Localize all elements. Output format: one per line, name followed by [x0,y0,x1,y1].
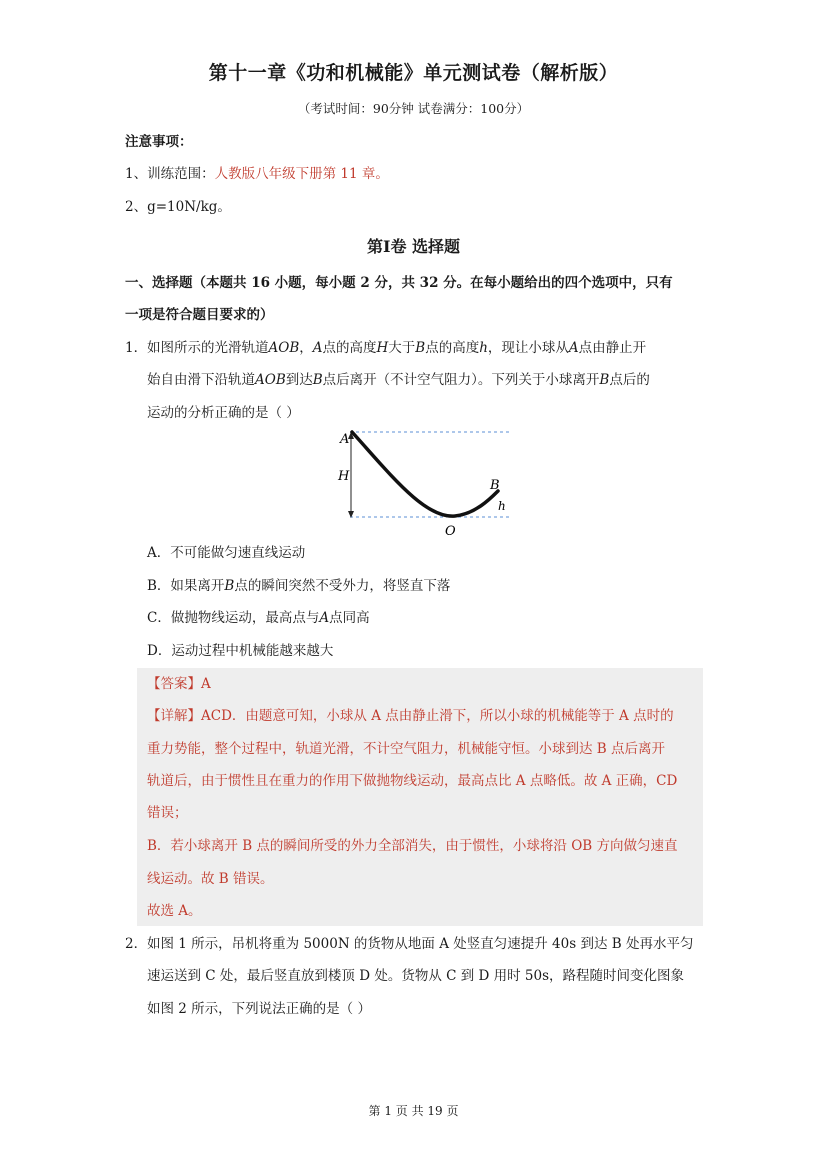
notes-item-1 [125,164,389,184]
part1-heading-line1: 一、选择题（本题共 16 小题，每小题 2 分，共 32 分。在每小题给出的四个选项中，只有 [125,275,673,291]
option-b-text: 点的瞬间突然不受外力，将竖直下落 [234,578,451,594]
option-c-text: 点同高 [329,610,370,626]
explanation-line7: 故选 A。 [147,903,202,919]
label-a: A [340,432,350,447]
q1-text: 到达 [285,372,313,388]
explanation-line4: 错误； [147,805,188,821]
q1-var: AOB [268,340,300,356]
label-b: B [490,478,500,493]
q1-var: A [312,340,323,356]
track-curve [352,432,498,516]
question-1-number: 1． [125,340,148,356]
label-o: O [445,524,456,539]
notes-item-1-label: 1、训练范围： [125,166,215,182]
page-footer: 第 1 页 共 19 页 [368,1104,459,1118]
q1-text: 点的高度 [425,340,480,356]
question-2-line3: 如图 2 所示，下列说法正确的是（ ） [147,1001,371,1017]
option-b-text: B．如果离开 [147,578,225,594]
track-diagram [330,424,520,540]
question-1-line1 [147,338,646,358]
question-2-line1: 如图 1 所示，吊机将重为 5000N 的货物从地面 A 处竖直匀速提升 40s 到达 B 处再水平匀 [147,936,694,952]
explanation-line6: 线运动。故 B 错误。 [147,871,274,887]
answer-label: 【答案】A [147,676,211,692]
question-2-line2: 速运送到 C 处，最后竖直放到楼顶 D 处。货物从 C 到 D 用时 50s，路程随时间变化图象 [147,968,685,984]
question-1-line3: 运动的分析正确的是（ ） [147,405,300,421]
q1-text: 如图所示的光滑轨道 [147,340,269,356]
explanation-line1: 【详解】ACD．由题意可知，小球从 A 点由静止滑下，所以小球的机械能等于 A 点时的 [147,708,674,724]
q1-text: 点后的 [609,372,650,388]
q1-text: 点由静止开 [578,340,647,356]
q1-text: 点后离开（不计空气阻力）。下列关于小球离开 [322,372,600,388]
q1-var: B [599,372,610,388]
label-height-small-h: h [498,499,506,513]
q1-text: 大于 [388,340,416,356]
label-height-h: H [338,469,350,484]
q1-var: H [376,340,389,356]
q1-text: ， [299,340,313,356]
q1-text: 点的高度 [322,340,377,356]
option-c-var: A [319,610,330,626]
option-b-var: B [224,578,235,594]
q1-var: B [415,340,426,356]
page-title: 第十一章《功和机械能》单元测试卷（解析版） [208,62,619,84]
explanation-line5: B．若小球离开 B 点的瞬间所受的外力全部消失，由于惯性，小球将沿 OB 方向做匀速直 [147,838,678,854]
q1-text: ，现让小球从 [487,340,569,356]
section-title: 第Ⅰ卷 选择题 [366,237,461,256]
arrow-down-icon [348,511,354,518]
training-scope: 人教版八年级下册第 11 章。 [214,166,389,182]
option-c-text: C．做抛物线运动，最高点与 [147,610,320,626]
option-b [147,576,450,596]
explanation-line3: 轨道后，由于惯性且在重力的作用下做抛物线运动，最高点比 A 点略低。故 A 正确，CD [147,773,678,789]
notes-item-2: 2、g=10N/kg。 [125,199,231,215]
q1-var: B [312,372,323,388]
q1-var: AOB [255,372,286,388]
q1-text: 始自由滑下沿轨道 [147,372,255,388]
exam-info: （考试时间：90分钟 试卷满分：100分） [297,101,530,116]
option-a: A．不可能做匀速直线运动 [147,545,306,561]
question-2-number: 2． [125,936,148,952]
question-1-line2 [147,370,650,390]
option-c [147,608,370,628]
q1-var: h [479,340,488,356]
option-d: D．运动过程中机械能越来越大 [147,643,334,659]
notes-heading: 注意事项： [125,134,193,150]
q1-var: A [568,340,579,356]
explanation-line2: 重力势能，整个过程中，轨道光滑，不计空气阻力，机械能守恒。小球到达 B 点后离开 [147,741,666,757]
part1-heading-line2: 一项是符合题目要求的） [125,307,274,323]
